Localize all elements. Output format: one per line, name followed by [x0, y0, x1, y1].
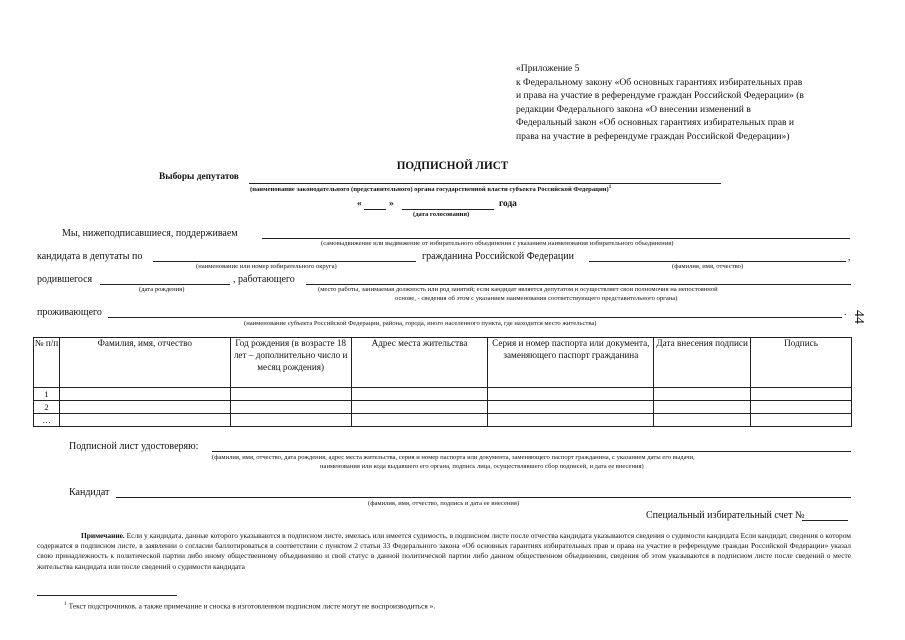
elections-label: Выборы депутатов [159, 172, 239, 182]
address-cell[interactable] [351, 388, 488, 401]
support-hint: (самовыдвижение или выдвижение от избирательного объединения с указанием наименования избирательного объединения) [321, 240, 674, 247]
residence-field[interactable] [108, 317, 842, 318]
row-number: … [34, 414, 60, 427]
elections-field[interactable] [249, 183, 721, 184]
page-title: ПОДПИСНОЙ ЛИСТ [396, 160, 509, 172]
born-label: родившегося [37, 274, 93, 285]
candidate-sign-hint: (фамилия, имя, отчество, подпись и дата ее внесения) [368, 500, 520, 507]
table-row [34, 414, 852, 427]
work-field[interactable] [306, 284, 851, 285]
note-block [37, 531, 851, 572]
certify-hint-1: (фамилия, имя, отчество, дата рождения, адрес места жительства, серия и номер паспорта или документа, заменяющего паспорт гражданина, с указанием даты его выдачи, [212, 454, 695, 461]
date-day-field[interactable] [364, 209, 386, 210]
citizen-label: гражданина Российской Федерации [422, 251, 574, 262]
certify-hint-2: наименования или кода выдавшего его органа, подпись лица, осуществлявшего сбор подписей, и дата ее внесения) [320, 463, 644, 470]
candidate-comma: , [848, 252, 851, 263]
birth-cell[interactable] [230, 401, 351, 414]
district-field[interactable] [153, 261, 416, 262]
row-number: 2 [34, 401, 60, 414]
support-label: Мы, нижеподписавшиеся, поддерживаем [62, 228, 238, 239]
col-passport-header: Серия и номер паспорта или документа, заменяющего паспорт гражданина [488, 338, 654, 388]
appendix-line-4: редакции Федерального закона «О внесении изменений в [516, 103, 751, 115]
certify-field[interactable] [212, 451, 851, 452]
date-cell[interactable] [654, 414, 751, 427]
col-name-header: Фамилия, имя, отчество [59, 338, 230, 388]
signature-cell[interactable] [751, 388, 852, 401]
work-hint-1: (место работы, занимаемая должность или род занятий; если кандидат является депутатом и осуществляет свои полномочия на непостоянной [318, 286, 718, 293]
col-date-header: Дата внесения подписи [654, 338, 751, 388]
candidate-sign-field[interactable] [116, 497, 851, 498]
date-hint: (дата голосования) [413, 211, 470, 218]
account-number-field[interactable] [802, 520, 848, 521]
candidate-label: кандидата в депутаты по [37, 251, 143, 262]
date-open-quote: « [357, 199, 362, 209]
birth-cell[interactable] [230, 414, 351, 427]
page-number: 44 [851, 310, 866, 324]
working-label: , работающего [233, 274, 295, 285]
date-cell[interactable] [654, 401, 751, 414]
date-cell[interactable] [654, 388, 751, 401]
note-text: Если у кандидата, данные которого указываются в подписном листе, имелась или имеется судимость, в подписном листе после отчества кандидата указываются сведения о судимости кандидата Если кандидат, сведения о котором содержатся в подписном листе, в заявлении о согласии баллотироваться в соответствии с пунктом 2 статьи 33 Федерального закона «Об основных гарантиях избирательных прав и права на участие в референдуме граждан Российской Федерации» указал свою принадлежность к политической партии либо иному общественному объединению и свой статус в данной политической партии либо данном общественном объединении, сведения об этом указываются в подписном листе после сведений о месте жительства кандидата или после сведений о судимости кандидата [37, 531, 851, 571]
col-address-header: Адрес места жительства [351, 338, 488, 388]
row-number: 1 [34, 388, 60, 401]
footnote [64, 601, 435, 610]
residing-label: проживающего [37, 307, 102, 318]
passport-cell[interactable] [488, 414, 654, 427]
name-cell[interactable] [59, 414, 230, 427]
passport-cell[interactable] [488, 388, 654, 401]
appendix-reference [516, 62, 856, 144]
table-header-row [34, 338, 852, 388]
birth-cell[interactable] [230, 388, 351, 401]
appendix-line-1: «Приложение 5 [516, 63, 580, 74]
support-field[interactable] [262, 238, 850, 239]
birth-date-field[interactable] [100, 284, 230, 285]
footnote-mark: 1 [64, 601, 67, 607]
appendix-line-3: и права на участие в референдуме граждан Российской Федерации» (в [516, 90, 804, 102]
address-cell[interactable] [351, 401, 488, 414]
appendix-line-5: Федеральный закон «Об основных гарантиях избирательных прав и [516, 117, 795, 129]
candidate-sign-label: Кандидат [69, 487, 110, 498]
note-label: Примечание. [81, 531, 125, 540]
table-row [34, 388, 852, 401]
candidate-name-hint: (фамилия, имя, отчество) [672, 263, 744, 270]
residence-hint: (наименование субъекта Российской Федерации, района, города, иного населенного пункта, где находится место жительства) [244, 320, 597, 327]
table-row [34, 401, 852, 414]
address-cell[interactable] [351, 414, 488, 427]
passport-cell[interactable] [488, 401, 654, 414]
account-label: Специальный избирательный счет № [646, 510, 805, 521]
name-cell[interactable] [59, 401, 230, 414]
appendix-line-6: права на участие в референдуме граждан Российской Федерации») [516, 130, 790, 142]
district-hint: (наименование или номер избирательного округа) [196, 263, 337, 270]
residing-end: . [844, 307, 847, 318]
signatures-table [33, 337, 852, 427]
footnote-text: Текст подстрочников, а также примечание и сноска в изготовленном подписном листе могут не воспроизводиться ». [68, 601, 436, 611]
appendix-line-2: к Федеральному закону «Об основных гарантиях избирательных прав [516, 76, 803, 88]
col-number-header: № п/п [34, 338, 60, 388]
candidate-name-field[interactable] [589, 261, 846, 262]
name-cell[interactable] [59, 388, 230, 401]
birth-date-hint: (дата рождения) [139, 286, 185, 293]
year-label: года [499, 199, 517, 209]
date-month-field[interactable] [402, 209, 494, 210]
col-signature-header: Подпись [751, 338, 852, 388]
signature-cell[interactable] [751, 401, 852, 414]
elections-hint: (наименование законодательного (представительного) органа государственной власти субъекта Российской Федерации)$^1$ [250, 185, 612, 194]
work-hint-2: основе, - сведения об этом с указанием наименования соответствующего представительного органа) [395, 295, 678, 302]
date-close-quote: » [389, 199, 394, 209]
certify-label: Подписной лист удостоверяю: [69, 441, 199, 452]
footnote-separator [37, 595, 177, 596]
col-birth-header: Год рождения (в возрасте 18 лет – дополнительно число и месяц рождения) [230, 338, 351, 388]
footnote-ref: 1 [608, 185, 612, 190]
signature-cell[interactable] [751, 414, 852, 427]
